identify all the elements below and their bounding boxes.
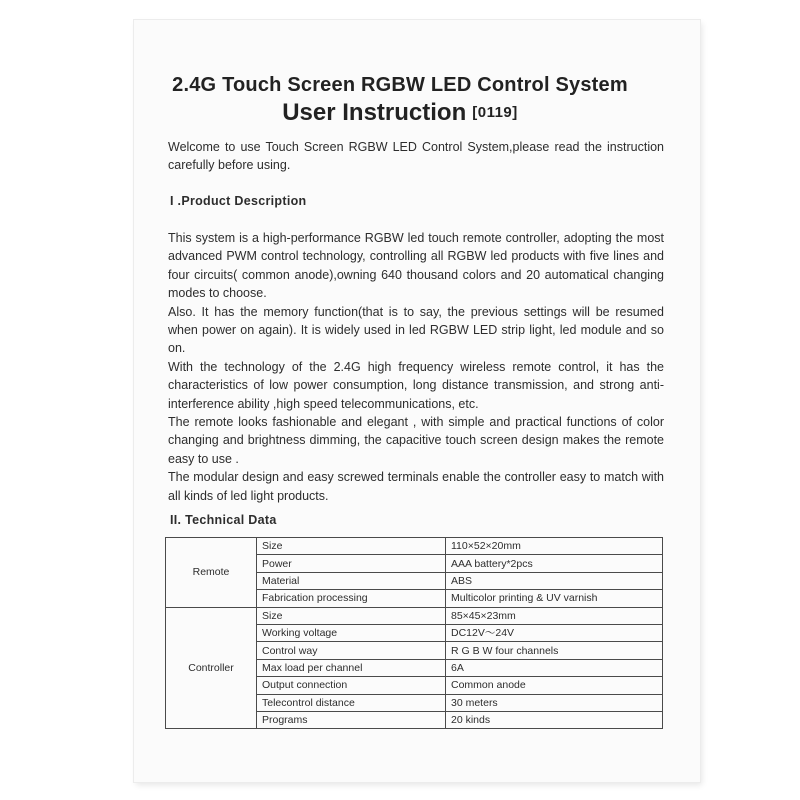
document-subtitle [0, 99, 800, 127]
param-name: Output connection [257, 677, 446, 694]
param-name: Size [257, 538, 446, 555]
param-name: Programs [257, 711, 446, 728]
technical-data-table [165, 537, 663, 729]
param-value: Common anode [446, 677, 663, 694]
param-name: Power [257, 555, 446, 572]
param-name: Size [257, 607, 446, 624]
param-value: AAA battery*2pcs [446, 555, 663, 572]
description-paragraph: With the technology of the 2.4G high frequency wireless remote control, it has the characteristics of low power consumption, long distance transmission, and strong anti-interference ability ,high speed telecommunications, etc. [168, 359, 664, 411]
section-heading-product-description: I .Product Description [170, 194, 307, 208]
param-name: Material [257, 572, 446, 589]
intro-paragraph: Welcome to use Touch Screen RGBW LED Control System,please read the instruction carefully before using. [168, 140, 664, 173]
param-value: Multicolor printing & UV varnish [446, 590, 663, 607]
product-description [168, 229, 664, 505]
param-name: Telecontrol distance [257, 694, 446, 711]
subtitle-text: User Instruction [282, 99, 467, 126]
param-name: Fabrication processing [257, 590, 446, 607]
param-value: 6A [446, 659, 663, 676]
param-name: Working voltage [257, 624, 446, 641]
param-value: DC12V～24V [446, 624, 663, 641]
param-name: Control way [257, 642, 446, 659]
param-value: 20 kinds [446, 711, 663, 728]
description-paragraph: This system is a high-performance RGBW led touch remote controller, adopting the most advanced PWM control technology, controlling all RGBW led products with five lines and four circuits( common anode),owning 640 thousand colors and 20 automatical changing modes to choose. [168, 231, 664, 301]
document-title: 2.4G Touch Screen RGBW LED Control System [172, 74, 628, 96]
param-value: 110×52×20mm [446, 538, 663, 555]
document-code: [0119] [472, 104, 518, 121]
param-value: 85×45×23mm [446, 607, 663, 624]
group-label-controller: Controller [166, 607, 257, 729]
table-row [166, 607, 663, 624]
description-paragraph: The modular design and easy screwed terminals enable the controller easy to match with all kinds of led light products. [168, 470, 664, 503]
group-label-remote: Remote [166, 538, 257, 608]
description-paragraph: Also. It has the memory function(that is to say, the previous settings will be resumed when power on again). It is widely used in led RGBW LED strip light, led module and so on. [168, 304, 664, 356]
param-name: Max load per channel [257, 659, 446, 676]
section-heading-technical-data: II. Technical Data [170, 513, 277, 527]
param-value: R G B W four channels [446, 642, 663, 659]
description-paragraph: The remote looks fashionable and elegant , with simple and practical functions of color changing and brightness dimming, the capacitive touch screen design makes the remote easy to use . [168, 415, 664, 466]
table-row [166, 538, 663, 555]
param-value: ABS [446, 572, 663, 589]
param-value: 30 meters [446, 694, 663, 711]
